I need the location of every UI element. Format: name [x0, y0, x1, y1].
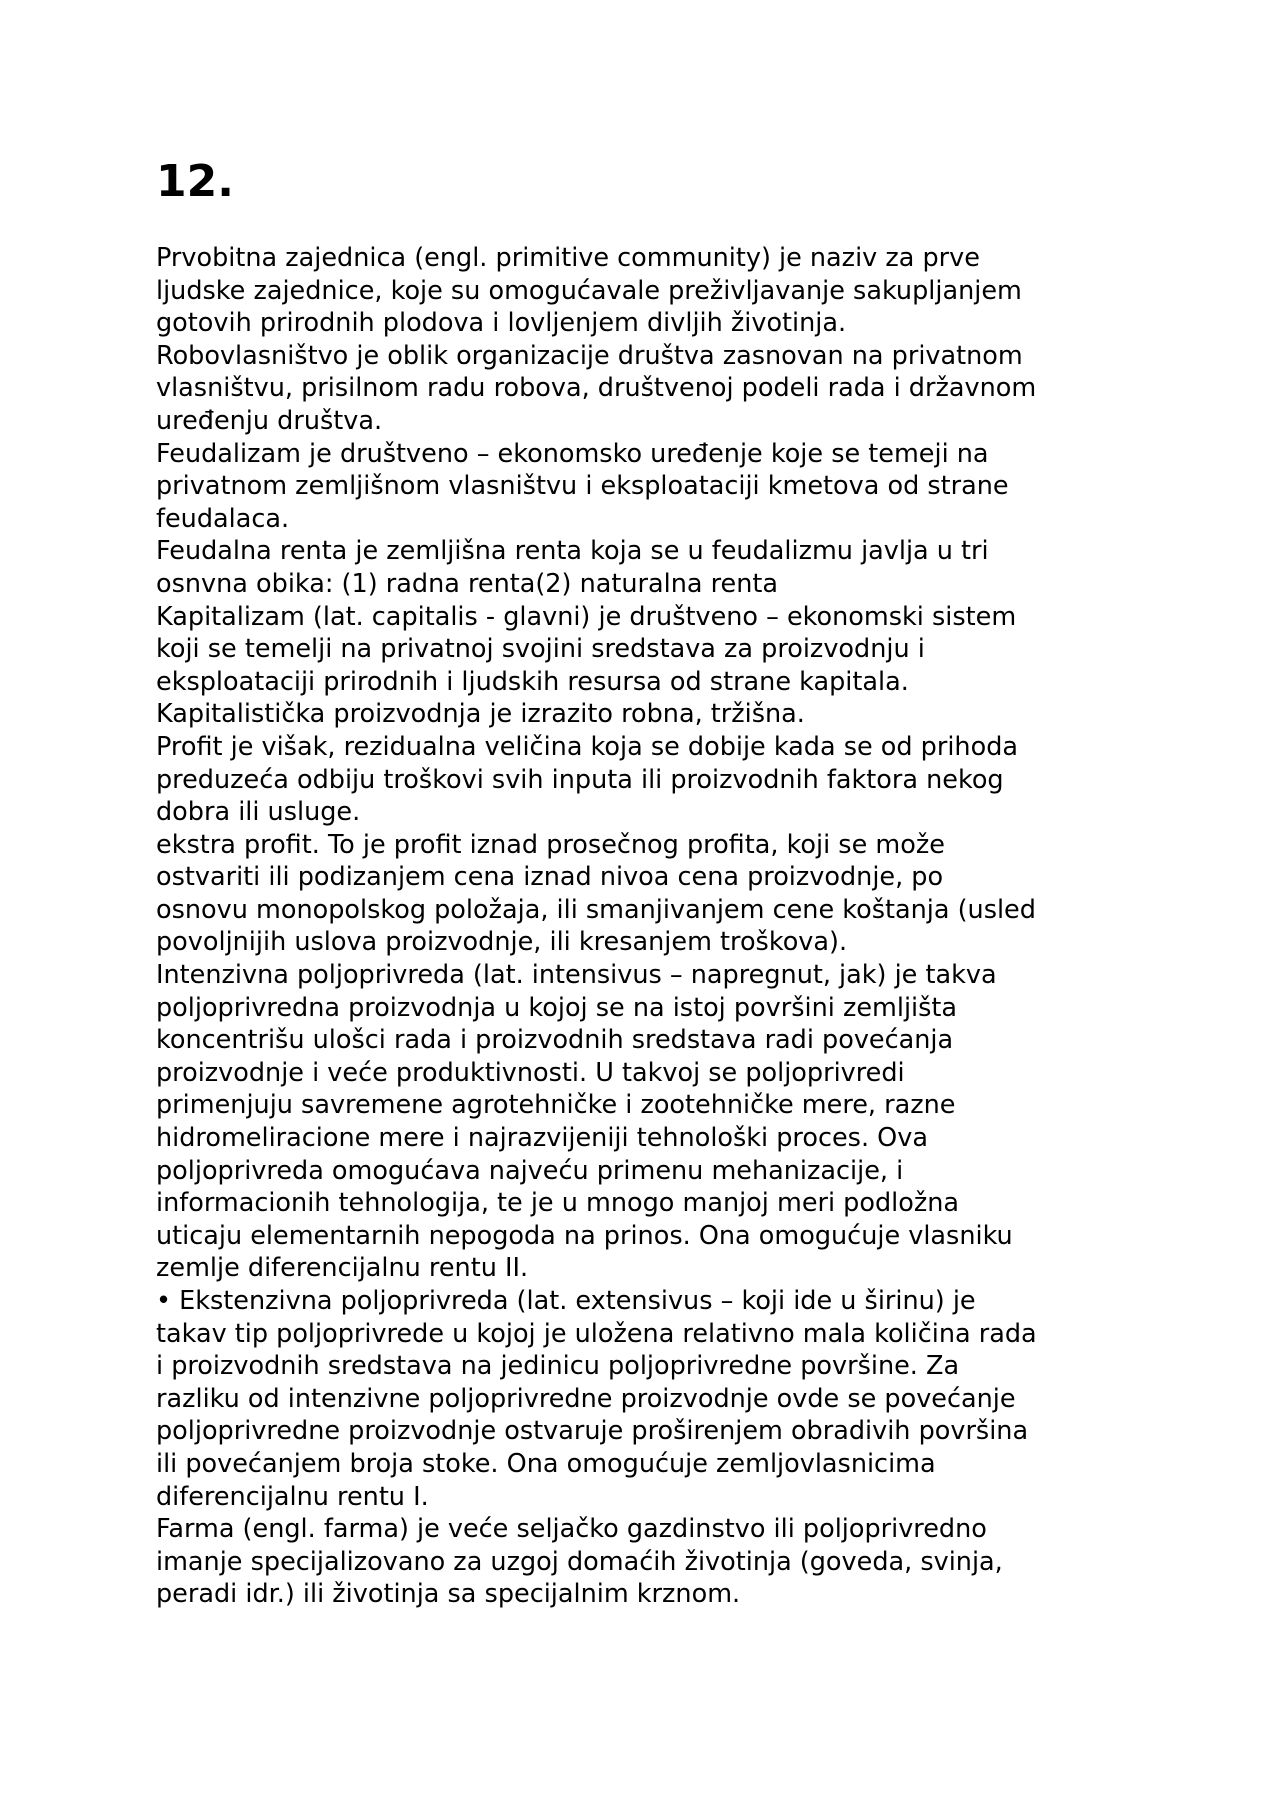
text-line: ostvariti ili podizanjem cena iznad nivoa cena proizvodnje, po: [156, 862, 944, 893]
text-line: Prvobitna zajednica (engl. primitive community) je naziv za prve: [156, 243, 980, 273]
text-line: dobra ili usluge.: [156, 797, 361, 828]
text-line: takav tip poljoprivrede u kojoj je uložena relativno mala količina rada: [156, 1318, 1037, 1349]
page-heading: 12.: [156, 156, 234, 207]
text-line: vlasništvu, prisilnom radu robova, društvenoj podeli rada i državnom: [156, 373, 1037, 404]
text-line: uređenju društva.: [156, 405, 383, 436]
text-line: i proizvodnih sredstava na jedinicu poljoprivredne površine. Za: [156, 1351, 960, 1382]
text-line: poljoprivredna proizvodnja u kojoj se na istoj površini zemljišta: [156, 992, 958, 1023]
text-line: ekstra profit. To je profit iznad prosečnog profita, koji se može: [156, 829, 945, 860]
text-line: • Ekstenzivna poljoprivreda (lat. extensivus – koji ide u širinu) je: [156, 1286, 976, 1316]
text-line: Intenzivna poljoprivreda (lat. intensivus – napregnut, jak) je takva: [156, 960, 997, 991]
text-line: Feudalizam je društveno – ekonomsko uređenje koje se temeji na: [156, 438, 989, 469]
text-line: poljoprivreda omogućava najveću primenu mehanizacije, i: [156, 1155, 904, 1186]
text-line: hidromeliracione mere i najrazvijeniji tehnološki proces. Ova: [156, 1123, 928, 1154]
text-line: Robovlasništvo je oblik organizacije društva zasnovan na privatnom: [156, 340, 1023, 371]
text-line: Farma (engl. farma) je veće seljačko gazdinstvo ili poljoprivredno: [156, 1514, 987, 1545]
text-line: koji se temelji na privatnoj svojini sredstava za proizvodnju i: [156, 634, 925, 665]
text-line: razliku od intenzivne poljoprivredne proizvodnje ovde se povećanje: [156, 1383, 1016, 1414]
text-line: gotovih prirodnih plodova i lovljenjem divljih životinja.: [156, 308, 847, 339]
text-line: Profit je višak, rezidualna veličina koja se dobije kada se od prihoda: [156, 731, 1019, 762]
text-line: proizvodnje i veće produktivnosti. U takvoj se poljoprivredi: [156, 1057, 905, 1088]
text-line: osnovu monopolskog položaja, ili smanjivanjem cene koštanja (usled: [156, 894, 1036, 925]
body-text: [156, 242, 1156, 1611]
text-line: ljudske zajednice, koje su omogućavale preživljavanje sakupljanjem: [156, 275, 1022, 306]
text-line: imanje specijalizovano za uzgoj domaćih životinja (goveda, svinja,: [156, 1546, 1003, 1577]
text-line: peradi idr.) ili životinja sa specijalnim krznom.: [156, 1579, 741, 1610]
text-line: feudalaca.: [156, 503, 290, 534]
text-line: privatnom zemljišnom vlasništvu i eksploataciji kmetova od strane: [156, 471, 1009, 502]
text-line: diferencijalnu rentu I.: [156, 1481, 429, 1512]
text-line: informacionih tehnologija, te je u mnogo manjoj meri podložna: [156, 1188, 960, 1219]
text-line: ili povećanjem broja stoke. Ona omogućuje zemljovlasnicima: [156, 1448, 936, 1479]
text-line: preduzeća odbiju troškovi svih inputa ili proizvodnih faktora nekog: [156, 764, 1004, 795]
text-line: zemlje diferencijalnu rentu II.: [156, 1253, 529, 1284]
text-line: Feudalna renta je zemljišna renta koja se u feudalizmu javlja u tri: [156, 536, 989, 567]
text-line: uticaju elementarnih nepogoda na prinos. Ona omogućuje vlasniku: [156, 1220, 1013, 1251]
text-line: Kapitalistička proizvodnja je izrazito robna, tržišna.: [156, 699, 805, 730]
text-line: eksploataciji prirodnih i ljudskih resursa od strane kapitala.: [156, 666, 909, 697]
text-line: osnvna obika: (1) radna renta(2) naturalna renta: [156, 568, 779, 599]
text-line: povoljnijih uslova proizvodnje, ili kresanjem troškova).: [156, 927, 848, 958]
text-line: Kapitalizam (lat. capitalis - glavni) je društveno – ekonomski sistem: [156, 601, 1017, 632]
text-line: poljoprivredne proizvodnje ostvaruje proširenjem obradivih površina: [156, 1416, 1029, 1447]
text-line: primenjuju savremene agrotehničke i zootehničke mere, razne: [156, 1090, 956, 1121]
text-line: koncentrišu ulošci rada i proizvodnih sredstava radi povećanja: [156, 1025, 954, 1056]
